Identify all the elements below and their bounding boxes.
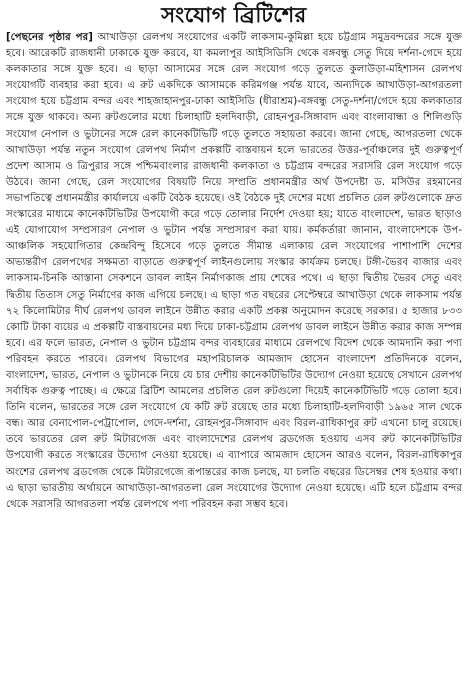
article-body <box>6 30 462 513</box>
continued-from-tag: [পেছনের পৃষ্ঠার পর] <box>6 32 93 43</box>
article-body-text: আখাউড়া রেলপথ সংযোগের একটি লাকসাম-কুমিল্লা হয়ে চট্টগ্রাম সমুদ্রবন্দরের সঙ্গে যুক্ত হবে। আরেকটি রাজধানী ঢাকাকে যুক্ত করবে, যা কমলাপুর আইসিডিসি থেকে বঙ্গবন্ধু সেতু দিয়ে দর্শনা-গেদে হয়ে কলকাতার সঙ্গে যুক্ত হবে। এ ছাড়া আসামের সঙ্গে রেল সংযোগ গড়ে তুলতে কুলাউড়া-মহিশাসন রেলপথ সংযোগটি ব্যবহার করা হবে। এ রুট একদিকে আসামকে করিমগঞ্জ পর্যন্ত যাবে, অন্যদিকে আখাউড়া-আগরতলা সংযোগ হয়ে চট্টগ্রাম বন্দর এবং শাহজাহানপুর-ঢাকা আইসিডি (ধীরাশ্রম)-বঙ্গবন্ধু সেতু-দর্শনা/গেদে হয়ে কলকাতার সঙ্গে যুক্ত থাকবে। অন্য রুটগুলোর মধ্যে চিলাহাটি হলদিবাড়ী, রোহনপুর-সিঙ্গাবাদ এবং বাংলাবান্ধা ও শিলিগুড়ি সংযোগ নেপাল ও ভুটানের সঙ্গে রেল কানেকটিভিটি গড়ে তুলতে সহায়তা করবে। জানা গেছে, আগরতলা থেকে আখাউড়া পর্যন্ত নতুন সংযোগ রেলপথ নির্মাণ প্রকল্পটি বাস্তবায়ন হলে ভারতের উত্তর-পূর্বাঞ্চলের দুই গুরুত্বপূর্ণ প্রদেশ আসাম ও ত্রিপুরার সঙ্গে পশ্চিমবাংলার রাজধানী কলকাতা ও চট্টগ্রাম বন্দরের সরাসরি রেল সংযোগ গড়ে উঠবে। জানা গেছে, রেল সংযোগের বিষয়টি নিয়ে সম্প্রতি প্রধানমন্ত্রীর অর্থ উপদেষ্টা ড. মসিউর রহমানের সভাপতিত্বে প্রধানমন্ত্রীর কার্যালয়ে একটি বৈঠক হয়েছে। ওই বৈঠকে দুই দেশের মধ্যে প্রচলিত রেল রুটগুলোকে দ্রুত সংস্কারের মাধ্যমে কানেকটিভিটির উপযোগী করে গড়ে তোলার নির্দেশ দেওয়া হয়; যাতে বাংলাদেশ, ভারত ছাড়াও এই যোগাযোগ সম্প্রসারণ নেপাল ও ভুটান পর্যন্ত সম্প্রসারণ করা যায়। কর্মকর্তারা জানান, বাংলাদেশকে উপ-আঞ্চলিক সহযোগিতার কেন্দ্রবিন্দু হিসেবে গড়ে তুলতে সীমান্ত এলাকায় রেল সংযোগের পাশাপাশি দেশের অভ্যন্তরীণ রেলপথের সক্ষমতা বাড়াতে গুরুত্বপূর্ণ লাইনগুলোয় সংস্কার কার্যক্রম চলছে। টঙ্গী-ভৈরব বাজার এবং লাকসাম-চিনকি আস্তানা সেকশনে ডাবল লাইন নির্মাণকাজ প্রায় শেষের পথে। এ ছাড়া দ্বিতীয় ভৈরব সেতু এবং দ্বিতীয় তিতাস সেতু নির্মাণের কাজ এগিয়ে চলছে। এ ছাড়া গত বছরের সেপ্টেম্বরে আখাউড়া থেকে লাকসাম পর্যন্ত ৭২ কিলোমিটার দীর্ঘ রেলপথ ডাবল লাইনে উন্নীত করার একটি প্রকল্প অনুমোদন করেছে সরকার। ৫ হাজার ৮৩৩ কোটি টাকা ব্যয়ের এ প্রকল্পটি বাস্তবায়নের মধ্য দিয়ে ঢাকা-চট্টগ্রাম রেলপথ ডাবল লাইনে উন্নীত করার কাজ সম্পন্ন হবে। এর ফলে ভারত, নেপাল ও ভুটান চট্টগ্রাম বন্দর ব্যবহারের মাধ্যমে রেলপথে বিদেশ থেকে আমদানি করা পণ্য পরিবহন করতে পারবে। রেলপথ বিভাগের মহাপরিচালক আমজাদ হোসেন বাংলাদেশ প্রতিদিনকে বলেন, বাংলাদেশ, ভারত, নেপাল ও ভুটানকে নিয়ে যে চার দেশীয় কানেকটিভিটির উদ্যোগ নেওয়া হয়েছে সেখানে রেলপথ সর্বাধিক গুরুত্ব পাচ্ছে। এ ক্ষেত্রে ব্রিটিশ আমলের প্রচলিত রেল রুটগুলো দিয়েই কানেকটিভিটি গড়ে তোলা হবে। তিনি বলেন, ভারতের সঙ্গে রেল সংযোগে যে কটি রুট রয়েছে তার মধ্যে চিলাহাটি-হলদিবাড়ী ১৯৬৫ সাল থেকে বন্ধ। আর বেনাপোল-পেট্রাপোল, গেদে-দর্শনা, রোহনপুর-সিঙ্গাবাদ এবং বিরল-রাধিকাপুর রুট এখনো চালু রয়েছে। তবে ভারতের রেল রুট মিটারগেজ এবং বাংলাদেশের রেলপথ ব্রডগেজ হওয়ায় এসব রুট কানেকটিভিটির উপযোগী করতে সংস্কারের উদ্যোগ নেওয়া হয়েছে। এ ব্যাপারে আমজাদ হোসেন আরও বলেন, বিরল-রাধিকাপুর অংশের রেলপথ ব্রডগেজ থেকে মিটারগেজে রূপান্তরের কাজ চলছে, যা চলতি বছরের ডিসেম্বর শেষ হওয়ার কথা। এ ছাড়া ভারতীয় অর্থায়নে আখাউড়া-আগরতলা রেল সংযোগের উদ্যোগ নেওয়া হয়েছে। এটি হলে চট্টগ্রাম বন্দর থেকে সরাসরি আগরতলা পর্যন্ত রেলপথে পণ্য পরিবহন করা সম্ভব হবে। <box>6 32 462 510</box>
article-headline: সংযোগ ব্রিটিশের <box>161 3 307 27</box>
